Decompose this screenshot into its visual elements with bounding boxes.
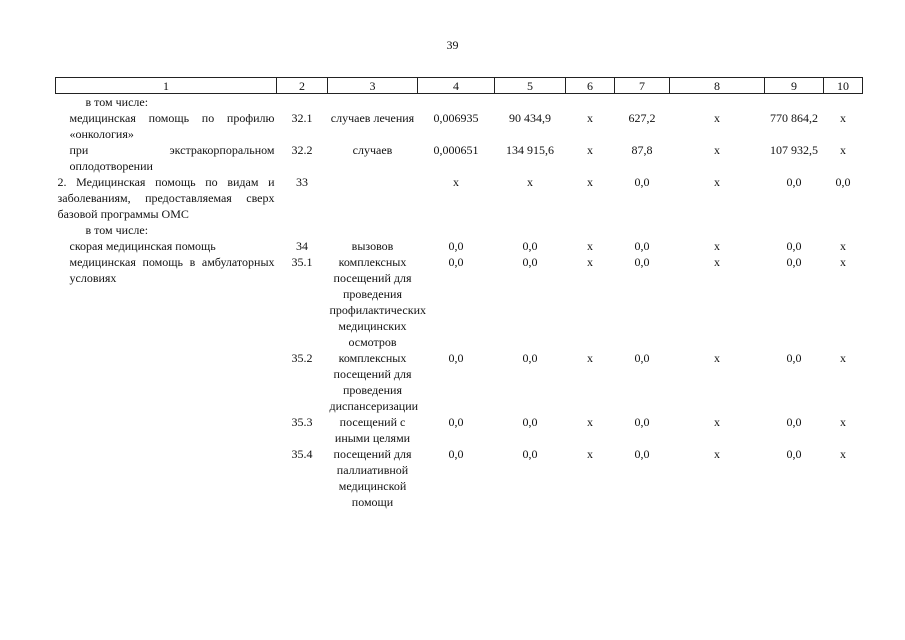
row-col-9 — [765, 222, 824, 238]
row-unit: посещений для паллиативной медицинской помощи — [333, 447, 412, 509]
page-number: 39 — [446, 38, 459, 52]
row-col-4: 0,0 — [448, 351, 464, 365]
header-col-4: 4 — [418, 78, 495, 94]
row-name — [56, 414, 277, 446]
row-col-4 — [418, 222, 495, 238]
row-col-10: 0,0 — [835, 175, 851, 189]
row-col-5: 90 434,9 — [509, 111, 551, 125]
header-col-6: 6 — [566, 78, 615, 94]
row-col-7: 87,8 — [631, 143, 653, 157]
row-col-8: х — [714, 447, 720, 461]
row-col-6: х — [587, 351, 593, 365]
row-unit: посещений с иными целями — [334, 415, 411, 445]
row-unit: случаев лечения — [330, 111, 415, 125]
row-col-5: х — [527, 175, 533, 189]
row-code: 34 — [296, 239, 308, 253]
table-row — [56, 238, 863, 254]
data-table — [55, 77, 863, 510]
row-col-8: х — [714, 143, 720, 157]
row-col-7: 0,0 — [634, 447, 650, 461]
row-unit: вызовов — [351, 239, 394, 253]
row-col-8: х — [714, 175, 720, 189]
row-col-7 — [615, 94, 670, 111]
row-unit — [328, 94, 418, 111]
row-col-6: х — [587, 143, 593, 157]
table-row — [56, 110, 863, 142]
table-row — [56, 446, 863, 510]
row-col-8 — [670, 94, 765, 111]
table-body — [56, 94, 863, 511]
header-col-7: 7 — [615, 78, 670, 94]
row-code: 32.2 — [291, 143, 313, 157]
row-col-5: 0,0 — [522, 415, 538, 429]
row-col-6: х — [587, 111, 593, 125]
row-col-10: х — [840, 255, 846, 269]
row-col-9: 107 932,5 — [770, 143, 818, 157]
row-code: 35.2 — [291, 351, 313, 365]
row-col-8: х — [714, 415, 720, 429]
row-col-9: 0,0 — [786, 447, 802, 461]
row-code — [277, 222, 328, 238]
row-name: в том числе: — [85, 95, 149, 109]
row-col-5: 0,0 — [522, 239, 538, 253]
table-row — [56, 350, 863, 414]
row-col-9: 770 864,2 — [770, 111, 818, 125]
row-col-8: х — [714, 351, 720, 365]
row-code: 35.3 — [291, 415, 313, 429]
row-name — [56, 446, 277, 510]
table-row — [56, 222, 863, 238]
row-col-8: х — [714, 111, 720, 125]
row-col-4: 0,0 — [448, 239, 464, 253]
row-col-4: 0,000651 — [433, 143, 479, 157]
table-row — [56, 142, 863, 174]
header-row — [56, 78, 863, 94]
row-col-5: 0,0 — [522, 351, 538, 365]
row-code — [277, 94, 328, 111]
row-unit: комплексных посещений для проведения профилактических медицинских осмотров — [329, 255, 427, 349]
row-col-4: 0,0 — [448, 447, 464, 461]
row-col-4: 0,006935 — [433, 111, 479, 125]
row-col-5 — [495, 94, 566, 111]
row-col-9: 0,0 — [786, 175, 802, 189]
row-col-6: х — [587, 239, 593, 253]
row-col-8 — [670, 222, 765, 238]
row-col-9: 0,0 — [786, 255, 802, 269]
row-col-7 — [615, 222, 670, 238]
header-col-10: 10 — [824, 78, 863, 94]
row-name: медицинская помощь в амбулаторных условиях — [69, 255, 275, 285]
row-col-6: х — [587, 175, 593, 189]
row-col-10: х — [840, 415, 846, 429]
row-col-4 — [418, 94, 495, 111]
row-col-10 — [824, 94, 863, 111]
row-name: медицинская помощь по профилю «онкология» — [69, 111, 275, 141]
row-col-9 — [765, 94, 824, 111]
row-col-8: х — [714, 239, 720, 253]
row-col-5 — [495, 222, 566, 238]
row-col-9: 0,0 — [786, 415, 802, 429]
row-col-9: 0,0 — [786, 351, 802, 365]
row-col-4: 0,0 — [448, 255, 464, 269]
header-col-2: 2 — [277, 78, 328, 94]
row-col-7: 0,0 — [634, 255, 650, 269]
row-col-10: х — [840, 447, 846, 461]
row-col-10: х — [840, 351, 846, 365]
header-col-3: 3 — [328, 78, 418, 94]
row-code: 32.1 — [291, 111, 313, 125]
header-col-5: 5 — [495, 78, 566, 94]
row-col-7: 0,0 — [634, 175, 650, 189]
row-col-10 — [824, 222, 863, 238]
row-col-7: 0,0 — [634, 415, 650, 429]
row-col-10: х — [840, 143, 846, 157]
row-name — [56, 350, 277, 414]
row-unit — [328, 222, 418, 238]
table-row — [56, 94, 863, 111]
row-col-6: х — [587, 415, 593, 429]
row-col-8: х — [714, 255, 720, 269]
row-col-10: х — [840, 111, 846, 125]
row-unit — [328, 174, 418, 222]
row-col-6 — [566, 222, 615, 238]
row-code: 33 — [296, 175, 308, 189]
header-col-8: 8 — [670, 78, 765, 94]
row-col-6: х — [587, 255, 593, 269]
row-col-7: 627,2 — [628, 111, 656, 125]
row-col-5: 0,0 — [522, 447, 538, 461]
row-col-7: 0,0 — [634, 351, 650, 365]
row-name: в том числе: — [85, 223, 149, 237]
row-name: 2. Медицинская помощь по видам и заболеваниям, предоставляемая сверх базовой программы ОМС — [57, 175, 275, 221]
row-col-6: х — [587, 447, 593, 461]
row-col-6 — [566, 94, 615, 111]
table-row — [56, 254, 863, 350]
row-col-10: х — [840, 239, 846, 253]
row-col-7: 0,0 — [634, 239, 650, 253]
row-unit: случаев — [352, 143, 393, 157]
row-code: 35.1 — [291, 255, 313, 269]
row-code: 35.4 — [291, 447, 313, 461]
row-col-5: 0,0 — [522, 255, 538, 269]
table-row — [56, 414, 863, 446]
row-name: скорая медицинская помощь — [69, 239, 216, 253]
header-col-1: 1 — [56, 78, 277, 94]
header-col-9: 9 — [765, 78, 824, 94]
row-col-9: 0,0 — [786, 239, 802, 253]
table-row — [56, 174, 863, 222]
row-unit: комплексных посещений для проведения диспансеризации — [329, 351, 419, 413]
row-col-4: 0,0 — [448, 415, 464, 429]
row-name: при экстракорпоральном оплодотворении — [69, 143, 275, 173]
row-col-4: х — [453, 175, 459, 189]
row-col-5: 134 915,6 — [506, 143, 554, 157]
